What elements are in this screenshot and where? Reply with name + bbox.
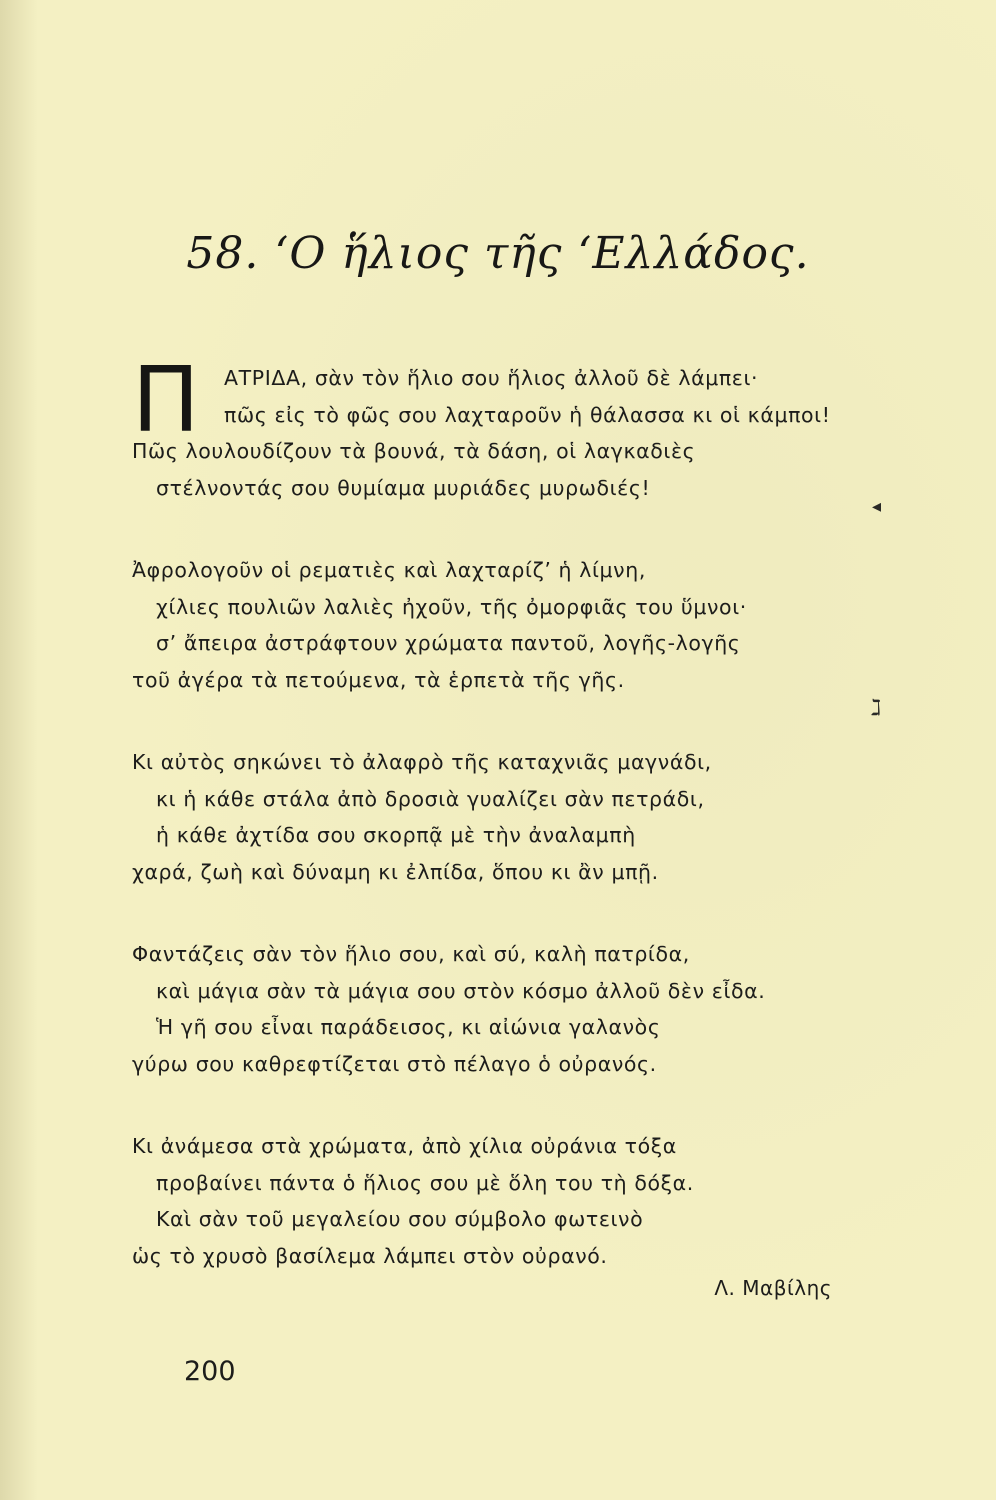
poem-title: 58. ‘Ο ἥλιος τῆς ‘Ελλάδος. [186,228,810,279]
verse-line: γύρω σου καθρεφτίζεται στὸ πέλαγο ὁ οὐρανός. [132,1051,657,1076]
margin-mark-arrow: ◂ [872,496,882,517]
verse-line: Καὶ σὰν τοῦ μεγαλείου σου σύμβολο φωτεινὸ [156,1207,644,1231]
verse-line: ΑΤΡΙΔΑ, σὰν τὸν ἥλιο σου ἥλιος ἀλλοῦ δὲ λάμπει· [224,366,759,390]
stanza-1 [132,348,892,506]
stanza-5 [132,1128,892,1274]
verse-line: Φαντάζεις σὰν τὸν ἥλιο σου, καὶ σύ, καλὴ πατρίδα, [132,942,690,966]
drop-cap: Π [132,348,200,453]
author-signature: Λ. Μαβίλης [714,1276,832,1300]
verse-line: προβαίνει πάντα ὁ ἥλιος σου μὲ ὅλη του τὴ δόξα. [156,1170,694,1195]
verse-line: ἡ κάθε ἀχτίδα σου σκορπᾷ μὲ τὴν ἀναλαμπὴ [156,823,636,847]
page-number: 200 [184,1356,236,1387]
verse-line: κι ἡ κάθε στάλα ἀπὸ δροσιὰ γυαλίζει σὰν πετράδι, [156,786,705,811]
verse-line: τοῦ ἀγέρα τὰ πετούμενα, τὰ ἑρπετὰ τῆς γῆς. [132,667,625,692]
margin-mark-tick: ℷ [871,696,882,721]
verse-line: χαρά, ζωὴ καὶ δύναμη κι ἐλπίδα, ὅπου κι ἂν μπῇ. [132,859,659,884]
stanza-4 [132,936,892,1082]
verse-line: Κι ἀνάμεσα στὰ χρώματα, ἀπὸ χίλια οὐράνια τόξα [132,1134,677,1158]
verse-line: Πῶς λουλουδίζουν τὰ βουνά, τὰ δάση, οἱ λαγκαδιὲς [132,439,696,463]
verse-line: Κι αὐτὸς σηκώνει τὸ ἀλαφρὸ τῆς καταχνιᾶς μαγνάδι, [132,750,712,774]
verse-line: στέλνοντάς σου θυμίαμα μυριάδες μυρωδιές! [156,475,651,500]
stanza-3 [132,744,892,890]
verse-line: Ἡ γῆ σου εἶναι παράδεισος, κι αἰώνια γαλανὸς [156,1015,661,1039]
verse-line: ὡς τὸ χρυσὸ βασίλεμα λάμπει στὸν οὐρανό. [132,1243,608,1268]
verse-line: Ἀφρολογοῦν οἱ ρεματιὲς καὶ λαχταρίζ’ ἡ λίμνη, [132,558,646,582]
stanza-2 [132,552,892,698]
verse-line: σ’ ἄπειρα ἀστράφτουν χρώματα παντοῦ, λογῆς-λογῆς [156,631,741,655]
verse-line: πῶς εἰς τὸ φῶς σου λαχταροῦν ἡ θάλασσα κι οἱ κάμποι! [224,402,831,427]
verse-line: καὶ μάγια σὰν τὰ μάγια σου στὸν κόσμο ἀλλοῦ δὲν εἶδα. [156,978,766,1003]
verse-line: χίλιες πουλιῶν λαλιὲς ἠχοῦν, τῆς ὀμορφιᾶς του ὕμνοι· [156,594,747,619]
page-gutter-shadow [0,0,38,1500]
